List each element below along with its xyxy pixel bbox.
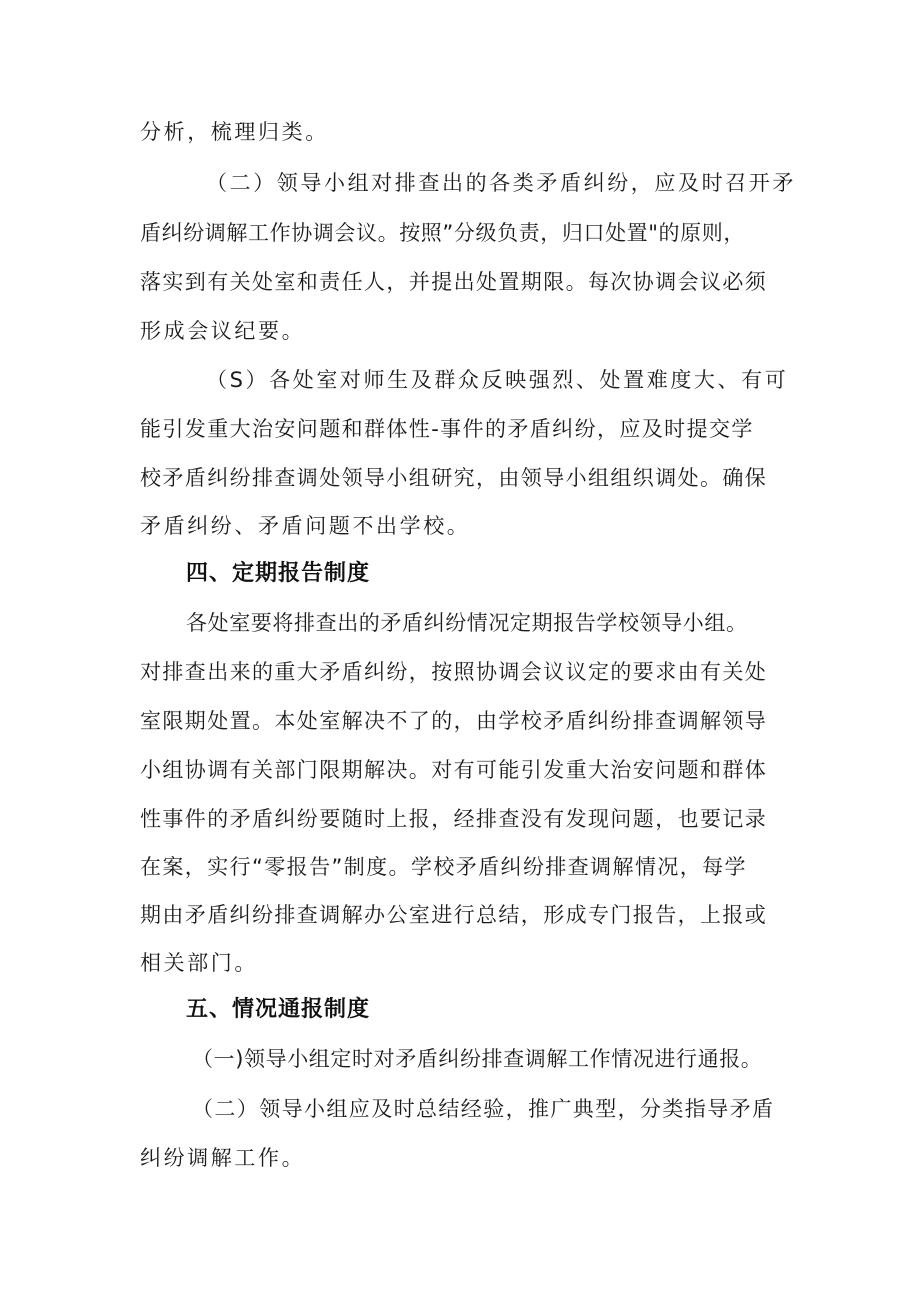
paragraph-line: 在案，实行“零报告”制度。学校矛盾纠纷排查调解情况，每学 <box>140 855 747 879</box>
paragraph-line: 分析，梳理归类。 <box>140 120 329 144</box>
paragraph-line: 对排查出来的重大矛盾纠纷，按照协调会议议定的要求由有关处 <box>140 660 768 684</box>
paragraph-line: 纠纷调解工作。 <box>140 1146 306 1170</box>
section-heading: 五、情况通报制度 <box>186 997 371 1022</box>
paragraph-line: 校矛盾纠纷排查调处领导小组研究，由领导小组组织调处。确保 <box>140 466 768 490</box>
paragraph-line: 能引发重大治安问题和群体性-事件的矛盾纠纷，应及时提交学 <box>140 417 754 441</box>
paragraph-line: 形成会议纪要。 <box>140 319 306 343</box>
paragraph-line: （二）领导小组对排查出的各类矛盾纠纷，应及时召开矛 <box>206 171 796 195</box>
paragraph-line: 性事件的矛盾纠纷要随时上报，经排查没有发现问题，也要记录 <box>140 807 768 831</box>
paragraph-line: 相关部门。 <box>140 951 258 975</box>
paragraph-line: （一)领导小组定时对矛盾纠纷排查调解工作情况进行通报。 <box>192 1047 763 1071</box>
paragraph-line: 盾纠纷调解工作协调会议。按照”分级负责，归口处置"的原则， <box>140 221 745 245</box>
paragraph-line: 室限期处置。本处室解决不了的，由学校矛盾纠纷排查调解领导 <box>140 709 768 733</box>
paragraph-line: 期由矛盾纠纷排查调解办公室进行总结，形成专门报告，上报或 <box>140 903 768 927</box>
paragraph-line: 落实到有关处室和责任人，并提出处置期限。每次协调会议必须 <box>140 270 768 294</box>
paragraph-line: 矛盾纠纷、矛盾问题不出学校。 <box>140 514 471 538</box>
paragraph-line: 各处室要将排查出的矛盾纠纷情况定期报告学校领导小组。 <box>186 611 748 635</box>
paragraph-line: （二）领导小组应及时总结经验，推广典型，分类指导矛盾 <box>192 1097 775 1121</box>
section-heading: 四、定期报告制度 <box>186 561 371 586</box>
paragraph-line: （S）各处室对师生及群众反映强烈、处置难度大、有可 <box>206 368 789 392</box>
paragraph-line: 小组协调有关部门限期解决。对有可能引发重大治安问题和群体 <box>140 758 768 782</box>
